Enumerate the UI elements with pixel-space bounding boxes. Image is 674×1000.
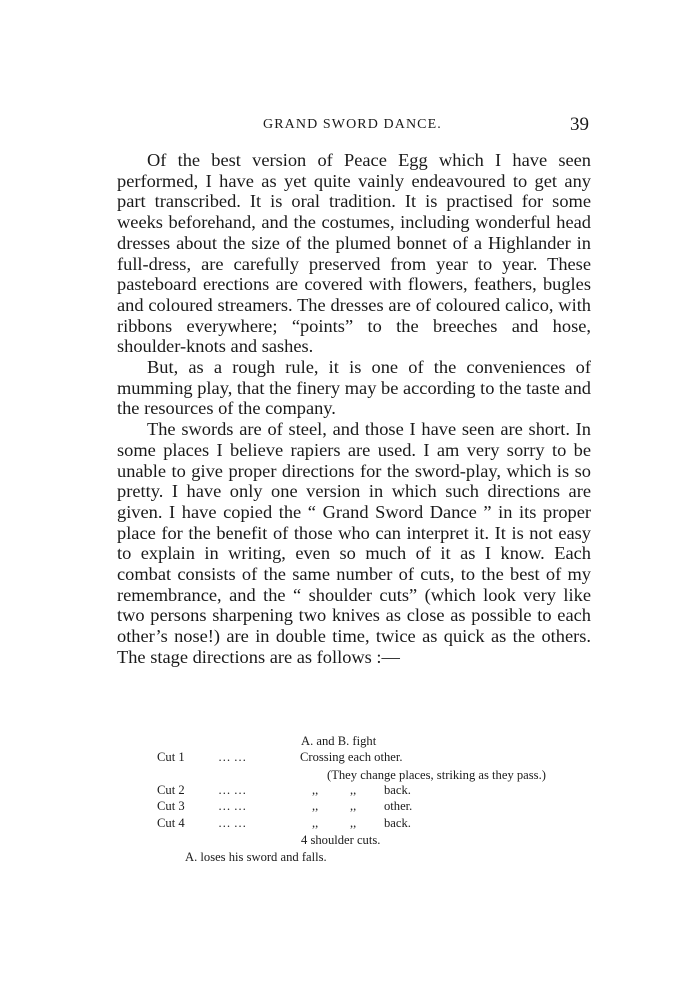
cut-text: Crossing each other. bbox=[300, 750, 403, 764]
cut-dots: … … bbox=[218, 816, 247, 830]
running-title: GRAND SWORD DANCE. bbox=[263, 117, 442, 132]
paragraph: Of the best version of Peace Egg which I have seen performed, I have as yet quite vainly endeavoured to get any part transcribed. It is oral tradition. It is practised for some weeks beforehand, and the costumes, including wonderful head dresses about the size of the plumed bonnet of a Highlander in full-dress, are carefully preserved from year to year. These pasteboard erections are covered with flowers, feathers, bugles and coloured streamers. The dresses are of coloured calico, with ribbons everywhere; “points” to the breeches and hose, shoulder-knots and sashes. bbox=[117, 150, 591, 357]
cut-label: Cut 2 bbox=[157, 783, 185, 797]
stage-heading: A. and B. fight bbox=[301, 734, 377, 748]
ditto-mark: ,, bbox=[312, 799, 319, 813]
shoulder-cuts: 4 shoulder cuts. bbox=[301, 833, 381, 847]
stage-note: (They change places, striking as they pass.) bbox=[327, 768, 546, 782]
page-number: 39 bbox=[570, 114, 589, 135]
cut-label: Cut 1 bbox=[157, 750, 185, 764]
ditto-mark: ,, bbox=[350, 816, 357, 830]
ditto-mark: ,, bbox=[350, 799, 357, 813]
cut-dots: … … bbox=[218, 799, 247, 813]
cut-text: back. bbox=[384, 783, 411, 797]
cut-dots: … … bbox=[218, 783, 247, 797]
paragraph: But, as a rough rule, it is one of the conveniences of mumming play, that the finery may be according to the taste and the resources of the company. bbox=[117, 357, 591, 419]
ditto-mark: ,, bbox=[312, 783, 319, 797]
body-text bbox=[117, 150, 591, 668]
cut-text: back. bbox=[384, 816, 411, 830]
ditto-mark: ,, bbox=[312, 816, 319, 830]
stage-ending: A. loses his sword and falls. bbox=[185, 850, 327, 864]
ditto-mark: ,, bbox=[350, 783, 357, 797]
paragraph: The swords are of steel, and those I have seen are short. In some places I believe rapiers are used. I am very sorry to be unable to give proper directions for the sword-play, which is so pretty. I have only one version in which such directions are given. I have copied the “ Grand Sword Dance ” in its proper place for the benefit of those who can interpret it. It is not easy to explain in writing, even so much of it as I know. Each combat consists of the same number of cuts, to the best of my remembrance, and the “ shoulder cuts” (which look very like two persons sharpening two knives as close as possible to each other’s nose!) are in double time, twice as quick as the others. The stage directions are as follows :— bbox=[117, 419, 591, 667]
cut-dots: … … bbox=[218, 750, 247, 764]
cut-label: Cut 3 bbox=[157, 799, 185, 813]
cut-label: Cut 4 bbox=[157, 816, 185, 830]
cut-text: other. bbox=[384, 799, 413, 813]
